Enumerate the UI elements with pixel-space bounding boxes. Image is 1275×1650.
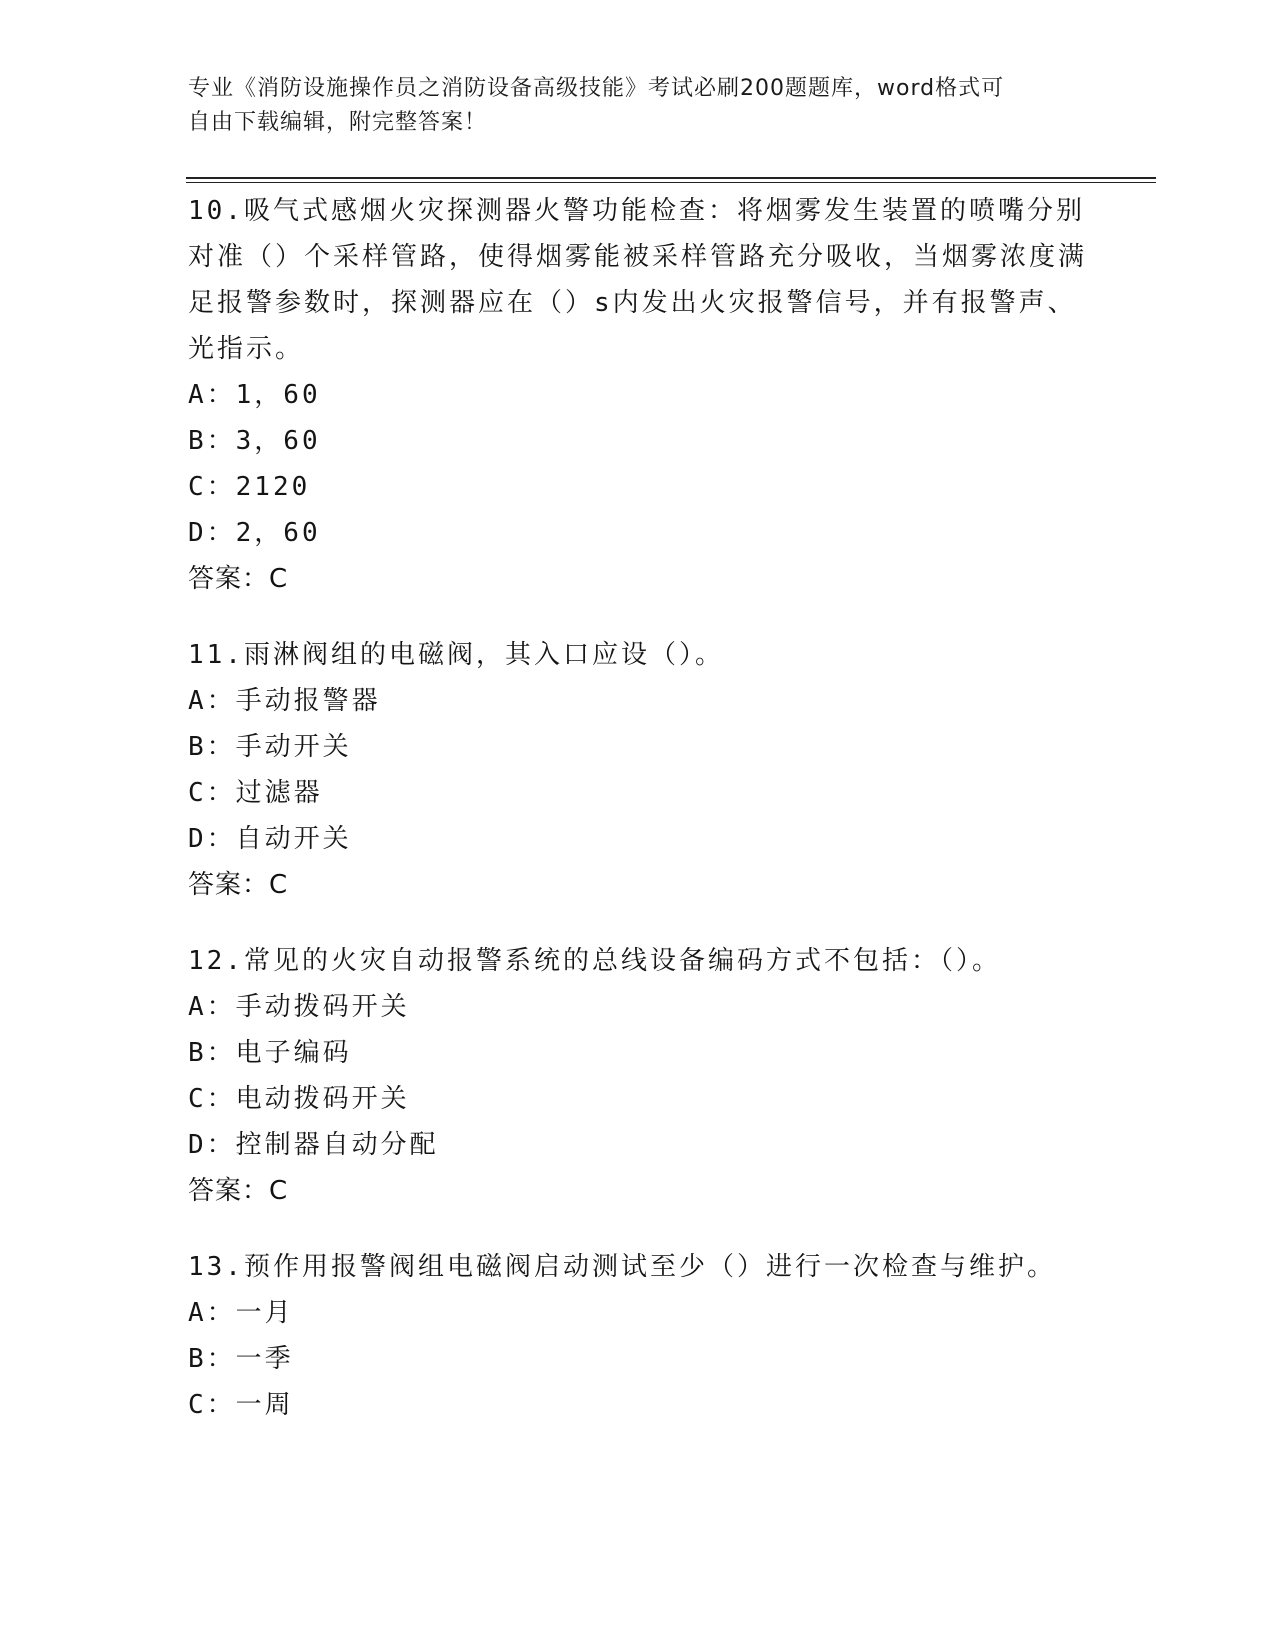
question-text: 13.预作用报警阀组电磁阀启动测试至少（）进行一次检查与维护。 — [188, 1252, 1056, 1282]
question-text: 11.雨淋阀组的电磁阀，其入口应设（）。 — [188, 640, 724, 670]
option-c: C：一周 — [188, 1390, 294, 1420]
question-11 — [188, 632, 1088, 908]
question-text: 12.常见的火灾自动报警系统的总线设备编码方式不包括：（）。 — [188, 946, 1001, 976]
option-b: B：电子编码 — [188, 1038, 352, 1068]
header-divider-thick — [186, 177, 1156, 179]
option-c: C：过滤器 — [188, 778, 323, 808]
option-a: A：1，60 — [188, 380, 321, 410]
answer-line: 答案：C — [188, 564, 289, 594]
question-10 — [188, 188, 1088, 602]
answer-line: 答案：C — [188, 870, 289, 900]
question-13 — [188, 1244, 1088, 1428]
option-d: D：2，60 — [188, 518, 321, 548]
option-d: D：自动开关 — [188, 824, 352, 854]
option-a: A：一月 — [188, 1298, 294, 1328]
question-list — [188, 188, 1088, 1458]
option-a: A：手动报警器 — [188, 686, 381, 716]
answer-line: 答案：C — [188, 1176, 289, 1206]
header-line-1: 专业《消防设施操作员之消防设备高级技能》考试必刷200题题库，word格式可 — [188, 76, 1005, 101]
option-c: C：2120 — [188, 472, 311, 502]
header-line-2: 自由下载编辑，附完整答案！ — [188, 110, 488, 135]
header-divider-thin — [186, 182, 1156, 183]
document-header — [188, 72, 1088, 140]
option-d: D：控制器自动分配 — [188, 1130, 439, 1160]
question-text: 10.吸气式感烟火灾探测器火警功能检查：将烟雾发生装置的喷嘴分别对准（）个采样管路，使得烟雾能被采样管路充分吸收，当烟雾浓度满足报警参数时，探测器应在（）s内发出火灾报警信号，并有报警声、光指示。 — [188, 196, 1088, 364]
option-b: B：一季 — [188, 1344, 294, 1374]
option-c: C：电动拨码开关 — [188, 1084, 410, 1114]
option-b: B：3，60 — [188, 426, 321, 456]
option-a: A：手动拨码开关 — [188, 992, 410, 1022]
option-b: B：手动开关 — [188, 732, 352, 762]
question-12 — [188, 938, 1088, 1214]
